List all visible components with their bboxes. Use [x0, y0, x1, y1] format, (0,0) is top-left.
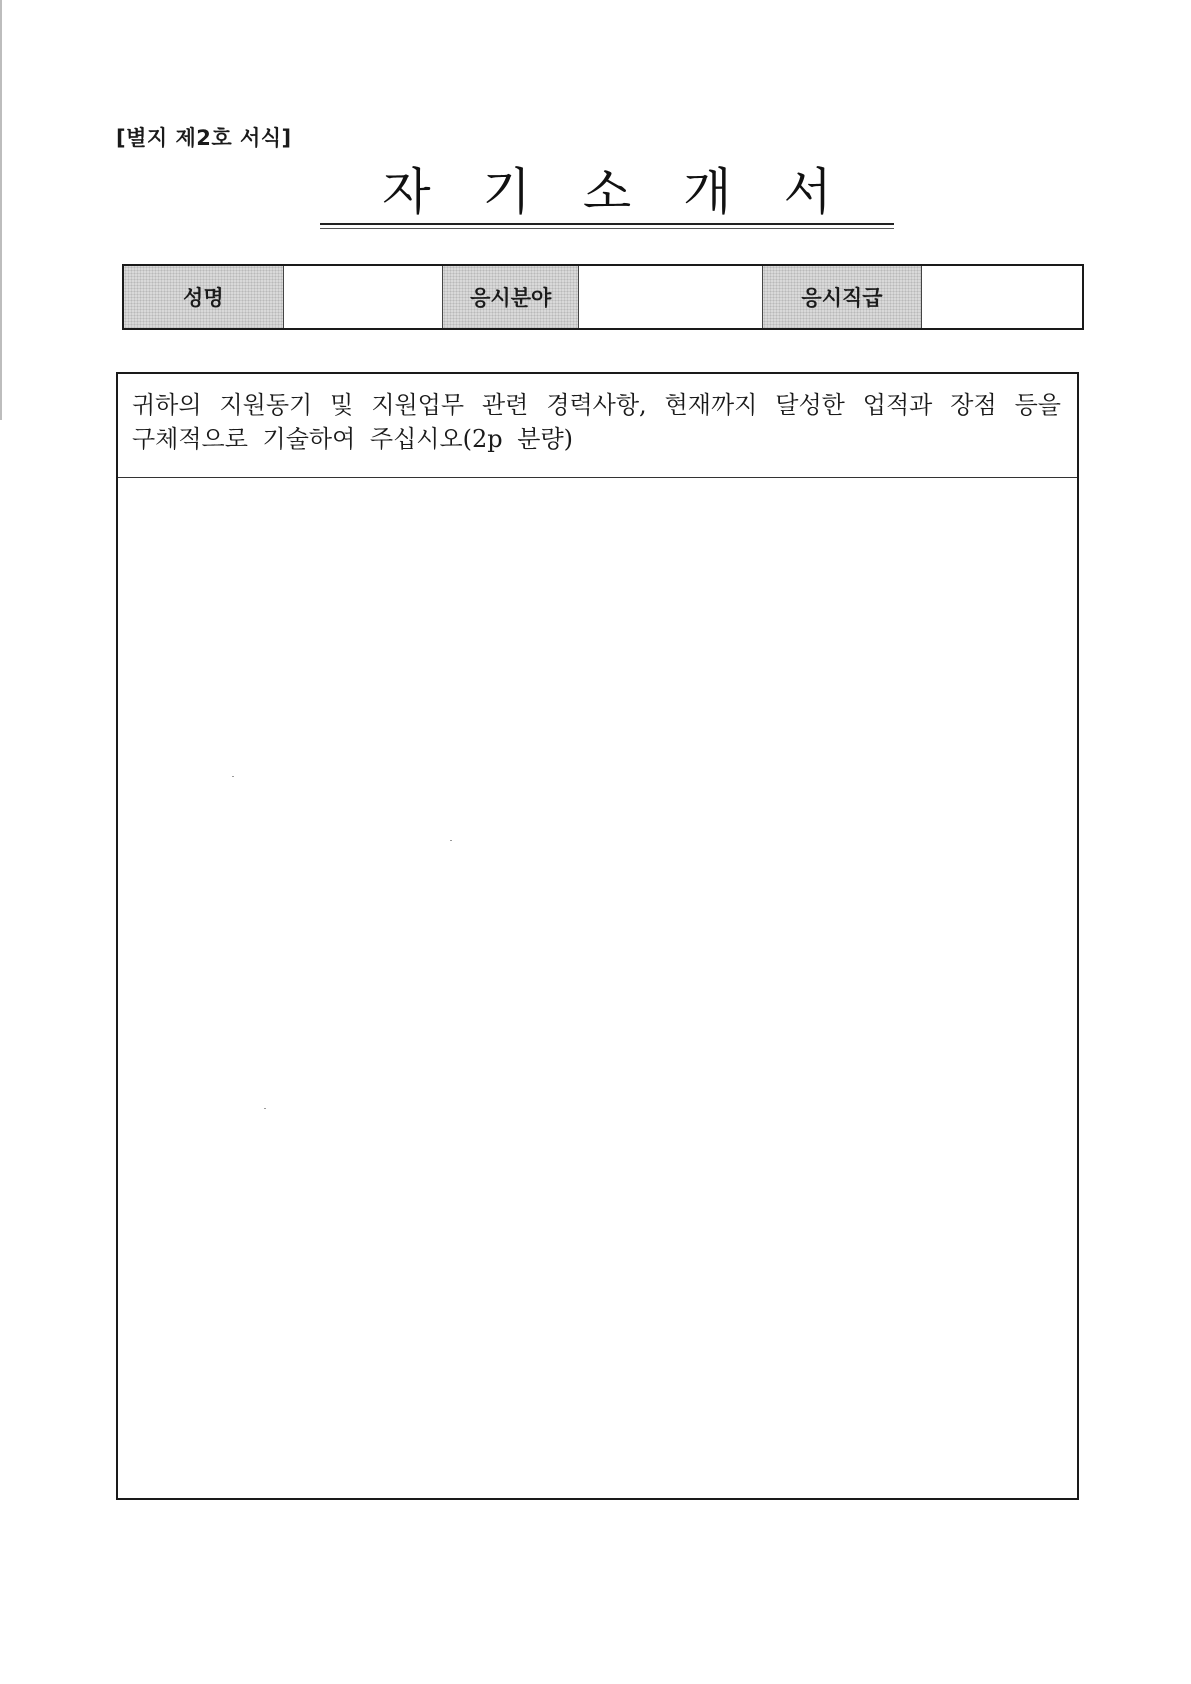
- application-grade-header: 응시직급: [763, 266, 923, 328]
- title-underline: [320, 223, 894, 225]
- essay-instruction: 귀하의 지원동기 및 지원업무 관련 경력사항, 현재까지 달성한 업적과 장점 등을 구체적으로 기술하여 주십시오(2p 분량): [118, 374, 1077, 478]
- title-underline-secondary: [320, 228, 894, 229]
- name-field[interactable]: [284, 266, 444, 328]
- application-field-value[interactable]: [579, 266, 763, 328]
- essay-body-field[interactable]: [118, 478, 1077, 1498]
- document-title: 자기소개서: [382, 163, 884, 221]
- applicant-info-table: [122, 264, 1084, 330]
- document-title-block: [320, 164, 894, 226]
- self-introduction-box: [116, 372, 1079, 1500]
- application-grade-value[interactable]: [922, 266, 1082, 328]
- form-number-label: [별지 제2호 서식]: [116, 126, 292, 150]
- scan-edge: [0, 0, 2, 420]
- scan-speck: [232, 776, 234, 777]
- name-header: 성명: [124, 266, 284, 328]
- scan-speck: [450, 840, 452, 841]
- application-field-header: 응시분야: [443, 266, 579, 328]
- scan-speck: [264, 1108, 266, 1109]
